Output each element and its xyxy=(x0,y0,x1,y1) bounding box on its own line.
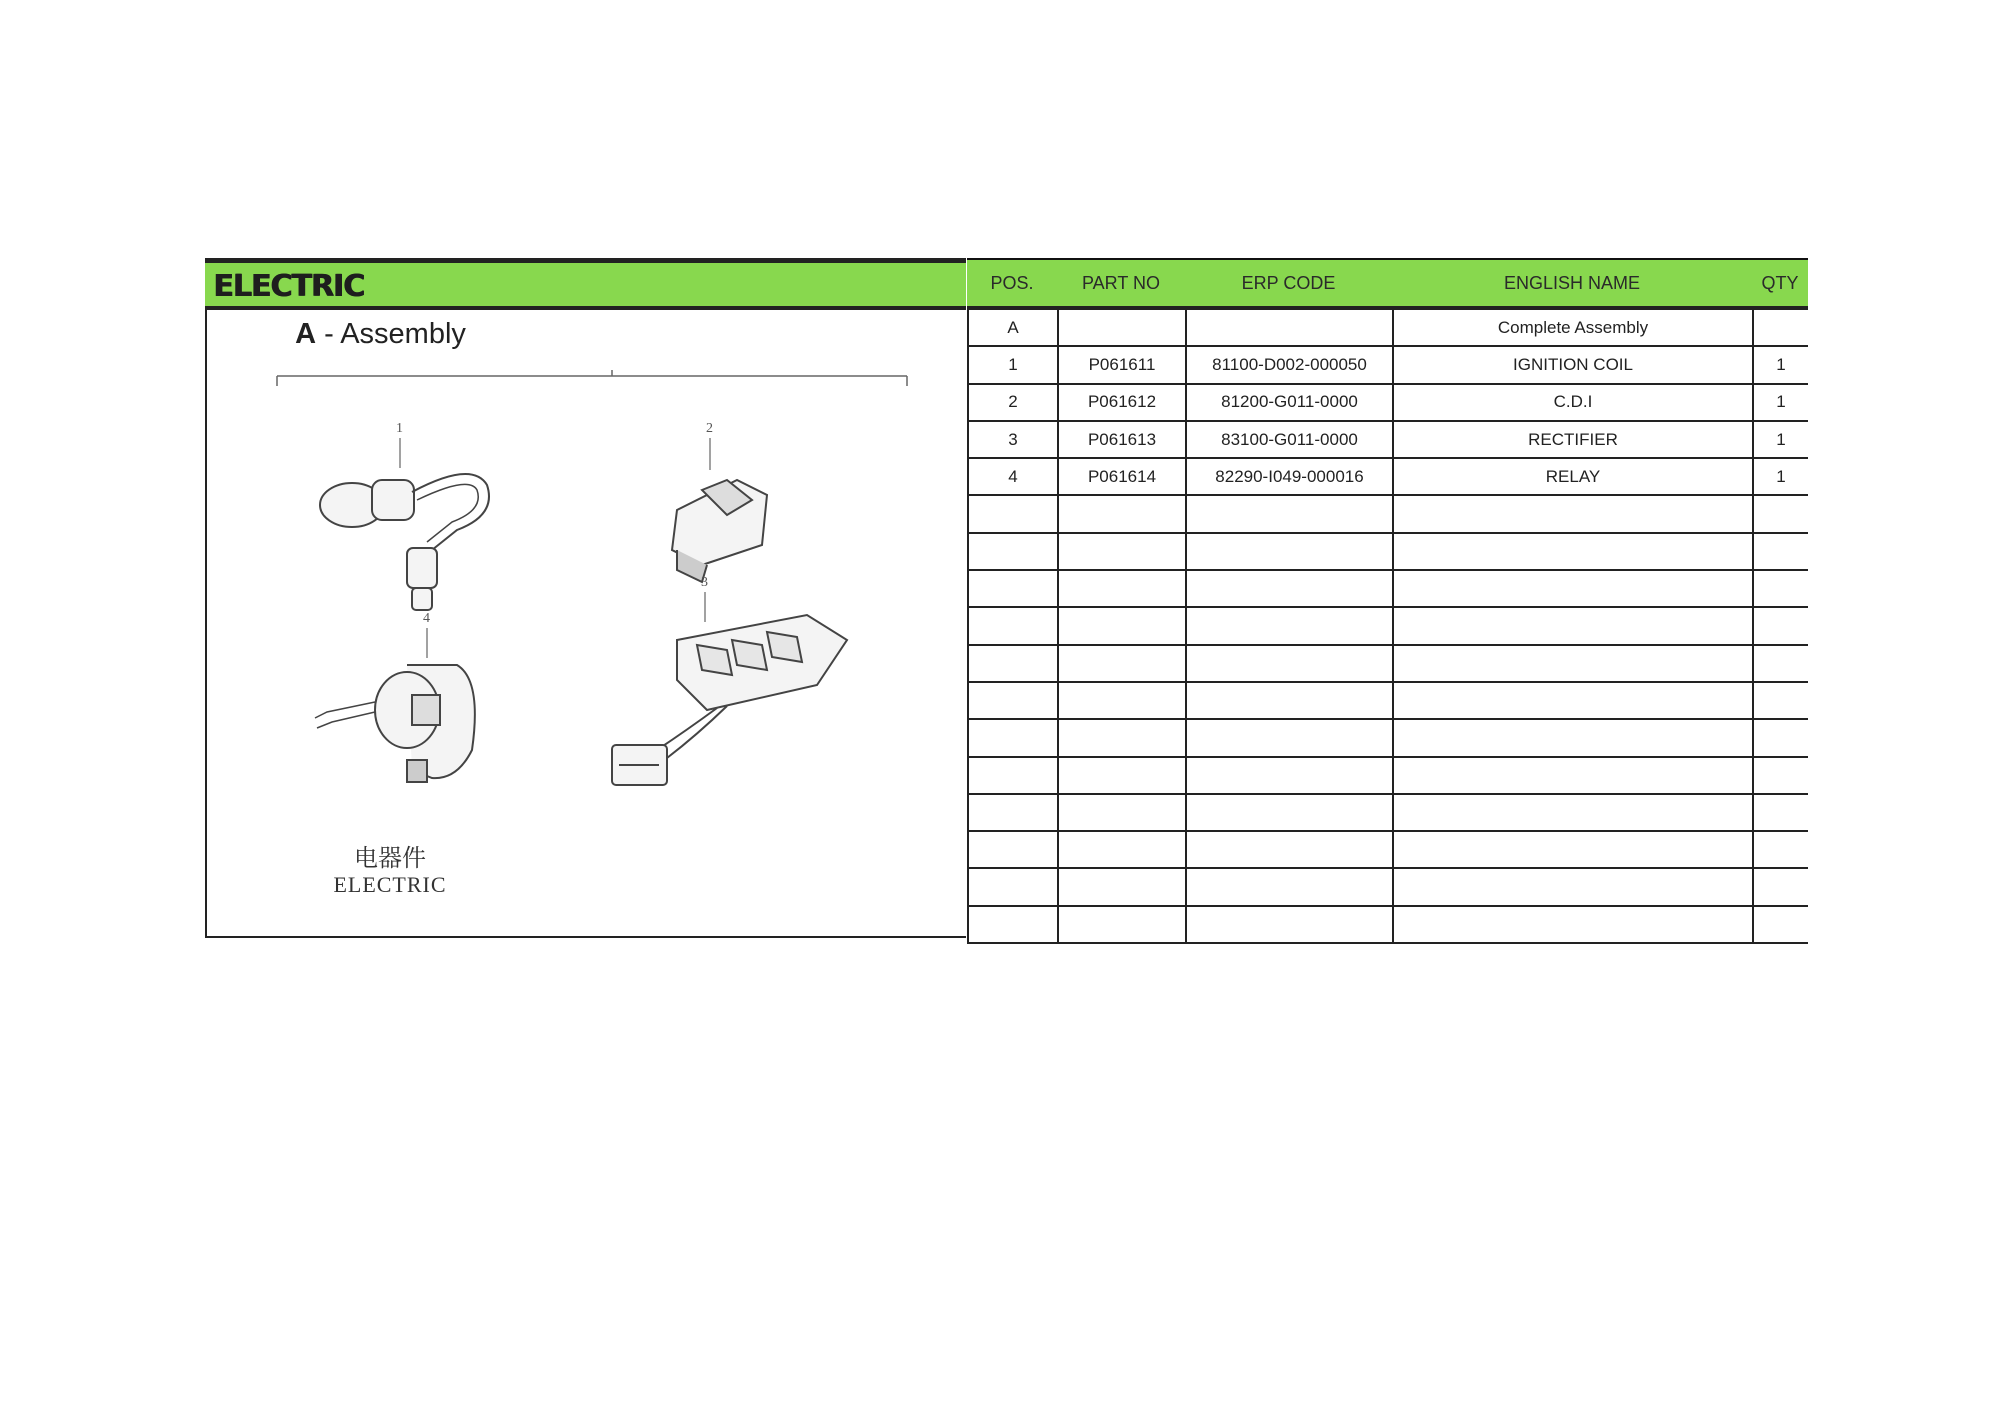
cell-qty xyxy=(1752,907,1808,942)
header-pos: POS. xyxy=(990,272,1034,293)
cell-erp-code xyxy=(1185,795,1392,830)
table-row xyxy=(967,385,1808,422)
cell-qty xyxy=(1752,795,1808,830)
cell-qty xyxy=(1752,683,1808,718)
cell-qty xyxy=(1752,534,1808,569)
callout-1: 1 xyxy=(396,421,403,436)
cell-english-name xyxy=(1392,534,1752,569)
cell-pos xyxy=(967,832,1057,867)
cell-qty xyxy=(1752,832,1808,867)
table-row xyxy=(967,571,1808,608)
table-header-row xyxy=(967,258,1808,310)
table-body xyxy=(967,310,1808,944)
parts-table xyxy=(967,258,1808,938)
cell-english-name xyxy=(1392,720,1752,755)
cell-erp-code xyxy=(1185,571,1392,606)
diagram-caption-english: ELECTRIC xyxy=(333,872,447,897)
cell-pos xyxy=(967,683,1057,718)
cell-qty xyxy=(1752,720,1808,755)
cell-part-no xyxy=(1057,571,1185,606)
cell-part-no xyxy=(1057,646,1185,681)
table-row xyxy=(967,907,1808,944)
cell-part-no xyxy=(1057,758,1185,793)
cell-qty xyxy=(1752,571,1808,606)
cell-erp-code: 81100-D002-000050 xyxy=(1185,347,1392,382)
cell-pos xyxy=(967,496,1057,531)
cell-qty: 1 xyxy=(1752,459,1808,494)
cell-erp-code xyxy=(1185,683,1392,718)
diagram-caption-chinese: 电器件 xyxy=(354,844,426,872)
cell-pos: 1 xyxy=(967,347,1057,382)
cell-english-name: IGNITION COIL xyxy=(1392,347,1752,382)
cell-english-name xyxy=(1392,496,1752,531)
cell-pos xyxy=(967,795,1057,830)
cell-english-name xyxy=(1392,869,1752,904)
cell-pos xyxy=(967,720,1057,755)
cell-erp-code xyxy=(1185,907,1392,942)
ignition-coil-drawing xyxy=(320,438,489,610)
cell-qty xyxy=(1752,496,1808,531)
cdi-drawing xyxy=(672,438,767,582)
table-row xyxy=(967,869,1808,906)
cell-part-no: P061614 xyxy=(1057,459,1185,494)
header-qty: QTY xyxy=(1761,272,1799,293)
cell-qty xyxy=(1752,758,1808,793)
cell-english-name: Complete Assembly xyxy=(1392,310,1752,345)
cell-part-no xyxy=(1057,832,1185,867)
cell-part-no xyxy=(1057,869,1185,904)
cell-part-no: P061611 xyxy=(1057,347,1185,382)
cell-erp-code: 82290-I049-000016 xyxy=(1185,459,1392,494)
table-row xyxy=(967,832,1808,869)
cell-pos xyxy=(967,571,1057,606)
cell-erp-code xyxy=(1185,534,1392,569)
cell-pos: 2 xyxy=(967,385,1057,420)
cell-english-name xyxy=(1392,832,1752,867)
cell-pos: 4 xyxy=(967,459,1057,494)
cell-erp-code: 81200-G011-0000 xyxy=(1185,385,1392,420)
header-english-name: ENGLISH NAME xyxy=(1503,272,1641,293)
cell-english-name xyxy=(1392,646,1752,681)
header-part-no: PART NO xyxy=(1081,272,1161,293)
cell-english-name xyxy=(1392,907,1752,942)
cell-english-name xyxy=(1392,795,1752,830)
cell-pos: A xyxy=(967,310,1057,345)
table-row xyxy=(967,795,1808,832)
cell-pos xyxy=(967,869,1057,904)
table-row xyxy=(967,496,1808,533)
table-row xyxy=(967,683,1808,720)
cell-pos xyxy=(967,646,1057,681)
cell-pos xyxy=(967,907,1057,942)
cell-english-name: RELAY xyxy=(1392,459,1752,494)
cell-qty xyxy=(1752,646,1808,681)
cell-qty xyxy=(1752,310,1808,345)
cell-erp-code xyxy=(1185,496,1392,531)
assembly-label xyxy=(0,318,761,351)
table-row xyxy=(967,534,1808,571)
cell-english-name xyxy=(1392,683,1752,718)
table-row xyxy=(967,347,1808,384)
cell-qty: 1 xyxy=(1752,385,1808,420)
cell-erp-code: 83100-G011-0000 xyxy=(1185,422,1392,457)
cell-english-name xyxy=(1392,608,1752,643)
cell-pos: 3 xyxy=(967,422,1057,457)
assembly-letter: A xyxy=(295,318,317,350)
cell-english-name: RECTIFIER xyxy=(1392,422,1752,457)
section-title: ELECTRIC xyxy=(213,269,364,304)
cell-erp-code xyxy=(1185,758,1392,793)
assembly-text: - Assembly xyxy=(316,318,466,350)
cell-part-no: P061613 xyxy=(1057,422,1185,457)
cell-part-no xyxy=(1057,907,1185,942)
table-row xyxy=(967,422,1808,459)
callout-4: 4 xyxy=(423,611,430,626)
relay-drawing xyxy=(315,628,475,782)
callout-2: 2 xyxy=(706,421,713,436)
section-title-bar xyxy=(205,258,966,310)
cell-erp-code xyxy=(1185,608,1392,643)
cell-part-no xyxy=(1057,720,1185,755)
cell-pos xyxy=(967,608,1057,643)
cell-english-name xyxy=(1392,758,1752,793)
cell-part-no: P061612 xyxy=(1057,385,1185,420)
cell-erp-code xyxy=(1185,720,1392,755)
cell-part-no xyxy=(1057,608,1185,643)
cell-erp-code xyxy=(1185,646,1392,681)
rectifier-drawing xyxy=(612,592,847,785)
cell-english-name xyxy=(1392,571,1752,606)
cell-english-name: C.D.I xyxy=(1392,385,1752,420)
table-row xyxy=(967,459,1808,496)
diagram-panel xyxy=(205,258,966,938)
table-row xyxy=(967,720,1808,757)
cell-erp-code xyxy=(1185,310,1392,345)
cell-pos xyxy=(967,534,1057,569)
cell-part-no xyxy=(1057,496,1185,531)
cell-qty xyxy=(1752,869,1808,904)
cell-pos xyxy=(967,758,1057,793)
table-row xyxy=(967,646,1808,683)
table-row xyxy=(967,608,1808,645)
cell-qty xyxy=(1752,608,1808,643)
assembly-bracket xyxy=(277,370,907,386)
table-row xyxy=(967,758,1808,795)
header-erp-code: ERP CODE xyxy=(1241,272,1336,293)
cell-qty: 1 xyxy=(1752,347,1808,382)
table-row xyxy=(967,310,1808,347)
cell-part-no xyxy=(1057,534,1185,569)
cell-erp-code xyxy=(1185,832,1392,867)
cell-part-no xyxy=(1057,683,1185,718)
cell-erp-code xyxy=(1185,869,1392,904)
cell-part-no xyxy=(1057,795,1185,830)
cell-part-no xyxy=(1057,310,1185,345)
cell-qty: 1 xyxy=(1752,422,1808,457)
callout-3: 3 xyxy=(701,575,708,590)
